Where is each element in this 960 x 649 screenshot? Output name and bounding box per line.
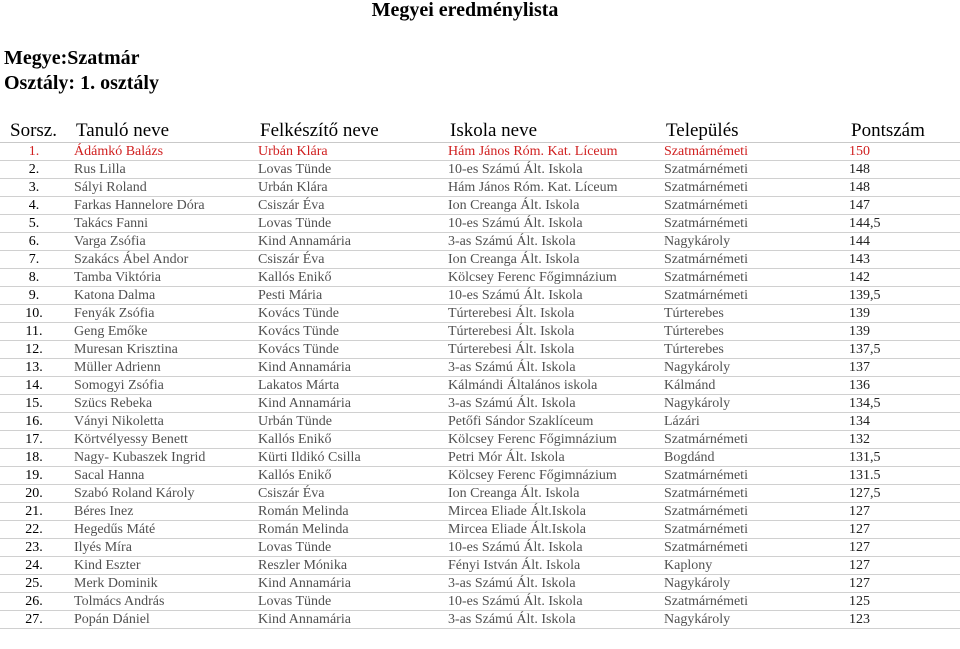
- table-row: [0, 269, 960, 287]
- cell-school-name: Mircea Eliade Ált.Iskola: [442, 503, 658, 521]
- cell-student-name: Geng Emőke: [68, 323, 252, 341]
- table-row: [0, 557, 960, 575]
- table-row: [0, 359, 960, 377]
- cell-teacher-name: Csiszár Éva: [252, 485, 442, 503]
- cell-teacher-name: Lakatos Márta: [252, 377, 442, 395]
- cell-teacher-name: Kovács Tünde: [252, 341, 442, 359]
- cell-points: 127,5: [843, 485, 960, 503]
- header-row: [0, 119, 960, 143]
- cell-student-name: Ványi Nikoletta: [68, 413, 252, 431]
- cell-town: Szatmárnémeti: [658, 431, 843, 449]
- cell-student-name: Nagy- Kubaszek Ingrid: [68, 449, 252, 467]
- table-row: [0, 521, 960, 539]
- cell-rank: 4.: [0, 197, 68, 215]
- cell-town: Szatmárnémeti: [658, 161, 843, 179]
- table-row: [0, 215, 960, 233]
- cell-teacher-name: Urbán Klára: [252, 143, 442, 161]
- cell-school-name: 3-as Számú Ált. Iskola: [442, 395, 658, 413]
- cell-town: Szatmárnémeti: [658, 197, 843, 215]
- cell-town: Lázári: [658, 413, 843, 431]
- cell-teacher-name: Urbán Klára: [252, 179, 442, 197]
- cell-teacher-name: Urbán Tünde: [252, 413, 442, 431]
- cell-school-name: Kölcsey Ferenc Főgimnázium: [442, 467, 658, 485]
- cell-teacher-name: Román Melinda: [252, 521, 442, 539]
- table-row: [0, 575, 960, 593]
- table-row: [0, 179, 960, 197]
- cell-teacher-name: Kallós Enikő: [252, 269, 442, 287]
- cell-student-name: Szücs Rebeka: [68, 395, 252, 413]
- county-label: Megye:Szatmár: [4, 47, 140, 69]
- cell-student-name: Hegedűs Máté: [68, 521, 252, 539]
- header-school: Iskola neve: [442, 119, 658, 143]
- table-row: [0, 593, 960, 611]
- cell-student-name: Kind Eszter: [68, 557, 252, 575]
- cell-rank: 25.: [0, 575, 68, 593]
- cell-student-name: Muresan Krisztina: [68, 341, 252, 359]
- class-label: Osztály: 1. osztály: [4, 72, 159, 94]
- cell-school-name: Túrterebesi Ált. Iskola: [442, 323, 658, 341]
- cell-town: Nagykároly: [658, 611, 843, 629]
- cell-rank: 12.: [0, 341, 68, 359]
- cell-rank: 20.: [0, 485, 68, 503]
- cell-school-name: Hám János Róm. Kat. Líceum: [442, 179, 658, 197]
- cell-town: Túrterebes: [658, 341, 843, 359]
- cell-town: Nagykároly: [658, 359, 843, 377]
- cell-teacher-name: Csiszár Éva: [252, 251, 442, 269]
- cell-school-name: Mircea Eliade Ált.Iskola: [442, 521, 658, 539]
- cell-town: Szatmárnémeti: [658, 251, 843, 269]
- cell-school-name: Ion Creanga Ált. Iskola: [442, 251, 658, 269]
- cell-rank: 17.: [0, 431, 68, 449]
- cell-school-name: 3-as Számú Ált. Iskola: [442, 233, 658, 251]
- cell-points: 144,5: [843, 215, 960, 233]
- table-row: [0, 449, 960, 467]
- cell-rank: 11.: [0, 323, 68, 341]
- cell-teacher-name: Lovas Tünde: [252, 161, 442, 179]
- cell-town: Kaplony: [658, 557, 843, 575]
- cell-town: Túrterebes: [658, 323, 843, 341]
- header-student: Tanuló neve: [68, 119, 252, 143]
- cell-rank: 22.: [0, 521, 68, 539]
- cell-points: 123: [843, 611, 960, 629]
- cell-teacher-name: Kind Annamária: [252, 395, 442, 413]
- cell-town: Szatmárnémeti: [658, 143, 843, 161]
- cell-teacher-name: Reszler Mónika: [252, 557, 442, 575]
- cell-school-name: Fényi István Ált. Iskola: [442, 557, 658, 575]
- cell-school-name: Kölcsey Ferenc Főgimnázium: [442, 431, 658, 449]
- cell-school-name: Hám János Róm. Kat. Líceum: [442, 143, 658, 161]
- cell-rank: 13.: [0, 359, 68, 377]
- table-row: [0, 485, 960, 503]
- cell-school-name: 3-as Számú Ált. Iskola: [442, 575, 658, 593]
- table-row: [0, 341, 960, 359]
- results-table: [0, 119, 960, 629]
- cell-teacher-name: Kürti Ildikó Csilla: [252, 449, 442, 467]
- cell-rank: 16.: [0, 413, 68, 431]
- cell-school-name: Kálmándi Általános iskola: [442, 377, 658, 395]
- cell-town: Túrterebes: [658, 305, 843, 323]
- cell-school-name: 3-as Számú Ált. Iskola: [442, 359, 658, 377]
- cell-points: 148: [843, 161, 960, 179]
- cell-points: 137,5: [843, 341, 960, 359]
- cell-points: 134: [843, 413, 960, 431]
- cell-town: Bogdánd: [658, 449, 843, 467]
- cell-teacher-name: Csiszár Éva: [252, 197, 442, 215]
- cell-points: 142: [843, 269, 960, 287]
- cell-student-name: Varga Zsófia: [68, 233, 252, 251]
- header-points: Pontszám: [843, 119, 960, 143]
- table-row: [0, 377, 960, 395]
- cell-town: Szatmárnémeti: [658, 485, 843, 503]
- cell-school-name: 10-es Számú Ált. Iskola: [442, 287, 658, 305]
- cell-rank: 8.: [0, 269, 68, 287]
- results-body: [0, 143, 960, 629]
- cell-points: 143: [843, 251, 960, 269]
- cell-points: 127: [843, 539, 960, 557]
- cell-student-name: Merk Dominik: [68, 575, 252, 593]
- cell-rank: 18.: [0, 449, 68, 467]
- table-row: [0, 413, 960, 431]
- cell-teacher-name: Kovács Tünde: [252, 323, 442, 341]
- cell-rank: 5.: [0, 215, 68, 233]
- cell-rank: 10.: [0, 305, 68, 323]
- cell-points: 147: [843, 197, 960, 215]
- cell-teacher-name: Kind Annamária: [252, 575, 442, 593]
- cell-teacher-name: Kind Annamária: [252, 359, 442, 377]
- cell-town: Szatmárnémeti: [658, 179, 843, 197]
- cell-student-name: Rus Lilla: [68, 161, 252, 179]
- cell-teacher-name: Lovas Tünde: [252, 539, 442, 557]
- cell-school-name: Túrterebesi Ált. Iskola: [442, 341, 658, 359]
- cell-teacher-name: Kind Annamária: [252, 611, 442, 629]
- cell-teacher-name: Lovas Tünde: [252, 215, 442, 233]
- cell-points: 136: [843, 377, 960, 395]
- cell-town: Kálmánd: [658, 377, 843, 395]
- cell-town: Szatmárnémeti: [658, 215, 843, 233]
- cell-rank: 23.: [0, 539, 68, 557]
- cell-town: Szatmárnémeti: [658, 521, 843, 539]
- table-row: [0, 611, 960, 629]
- cell-school-name: Kölcsey Ferenc Főgimnázium: [442, 269, 658, 287]
- table-row: [0, 161, 960, 179]
- cell-points: 139: [843, 305, 960, 323]
- cell-student-name: Popán Dániel: [68, 611, 252, 629]
- cell-town: Szatmárnémeti: [658, 467, 843, 485]
- cell-points: 127: [843, 575, 960, 593]
- table-row: [0, 503, 960, 521]
- cell-town: Szatmárnémeti: [658, 539, 843, 557]
- cell-student-name: Ilyés Míra: [68, 539, 252, 557]
- cell-rank: 6.: [0, 233, 68, 251]
- cell-student-name: Takács Fanni: [68, 215, 252, 233]
- cell-teacher-name: Kind Annamária: [252, 233, 442, 251]
- cell-rank: 19.: [0, 467, 68, 485]
- cell-teacher-name: Lovas Tünde: [252, 593, 442, 611]
- table-row: [0, 467, 960, 485]
- cell-school-name: Petri Mór Ált. Iskola: [442, 449, 658, 467]
- cell-teacher-name: Kovács Tünde: [252, 305, 442, 323]
- cell-points: 131.5: [843, 467, 960, 485]
- cell-teacher-name: Román Melinda: [252, 503, 442, 521]
- cell-town: Szatmárnémeti: [658, 269, 843, 287]
- cell-student-name: Fenyák Zsófia: [68, 305, 252, 323]
- cell-student-name: Sacal Hanna: [68, 467, 252, 485]
- cell-school-name: 10-es Számú Ált. Iskola: [442, 539, 658, 557]
- cell-rank: 15.: [0, 395, 68, 413]
- cell-points: 134,5: [843, 395, 960, 413]
- cell-student-name: Ádámkó Balázs: [68, 143, 252, 161]
- cell-town: Szatmárnémeti: [658, 593, 843, 611]
- cell-rank: 2.: [0, 161, 68, 179]
- cell-points: 137: [843, 359, 960, 377]
- cell-student-name: Farkas Hannelore Dóra: [68, 197, 252, 215]
- cell-student-name: Körtvélyessy Benett: [68, 431, 252, 449]
- cell-points: 139: [843, 323, 960, 341]
- cell-points: 132: [843, 431, 960, 449]
- cell-points: 127: [843, 557, 960, 575]
- cell-points: 131,5: [843, 449, 960, 467]
- header-town: Település: [658, 119, 843, 143]
- cell-rank: 26.: [0, 593, 68, 611]
- cell-rank: 3.: [0, 179, 68, 197]
- cell-teacher-name: Pesti Mária: [252, 287, 442, 305]
- cell-student-name: Katona Dalma: [68, 287, 252, 305]
- cell-rank: 1.: [0, 143, 68, 161]
- cell-student-name: Béres Inez: [68, 503, 252, 521]
- cell-points: 148: [843, 179, 960, 197]
- table-row: [0, 431, 960, 449]
- cell-student-name: Müller Adrienn: [68, 359, 252, 377]
- table-row: [0, 197, 960, 215]
- table-row: [0, 143, 960, 161]
- cell-town: Nagykároly: [658, 575, 843, 593]
- cell-points: 139,5: [843, 287, 960, 305]
- cell-school-name: Ion Creanga Ált. Iskola: [442, 197, 658, 215]
- cell-rank: 27.: [0, 611, 68, 629]
- table-row: [0, 323, 960, 341]
- table-row: [0, 539, 960, 557]
- cell-teacher-name: Kallós Enikő: [252, 467, 442, 485]
- cell-school-name: 3-as Számú Ált. Iskola: [442, 611, 658, 629]
- cell-student-name: Tolmács András: [68, 593, 252, 611]
- cell-student-name: Tamba Viktória: [68, 269, 252, 287]
- table-row: [0, 287, 960, 305]
- cell-rank: 9.: [0, 287, 68, 305]
- cell-school-name: 10-es Számú Ált. Iskola: [442, 215, 658, 233]
- cell-teacher-name: Kallós Enikő: [252, 431, 442, 449]
- cell-town: Szatmárnémeti: [658, 287, 843, 305]
- cell-school-name: Ion Creanga Ált. Iskola: [442, 485, 658, 503]
- cell-rank: 24.: [0, 557, 68, 575]
- cell-points: 127: [843, 521, 960, 539]
- header-teacher: Felkészítő neve: [252, 119, 442, 143]
- cell-points: 125: [843, 593, 960, 611]
- cell-student-name: Sályi Roland: [68, 179, 252, 197]
- cell-town: Nagykároly: [658, 233, 843, 251]
- cell-school-name: Túrterebesi Ált. Iskola: [442, 305, 658, 323]
- cell-points: 150: [843, 143, 960, 161]
- cell-school-name: Petőfi Sándor Szaklíceum: [442, 413, 658, 431]
- cell-rank: 21.: [0, 503, 68, 521]
- cell-town: Szatmárnémeti: [658, 503, 843, 521]
- header-rank: Sorsz.: [0, 119, 68, 143]
- table-row: [0, 395, 960, 413]
- cell-student-name: Somogyi Zsófia: [68, 377, 252, 395]
- table-row: [0, 251, 960, 269]
- cell-points: 127: [843, 503, 960, 521]
- cell-rank: 7.: [0, 251, 68, 269]
- cell-school-name: 10-es Számú Ált. Iskola: [442, 161, 658, 179]
- cell-rank: 14.: [0, 377, 68, 395]
- cell-town: Nagykároly: [658, 395, 843, 413]
- page-title: Megyei eredménylista: [371, 0, 559, 21]
- cell-student-name: Szakács Ábel Andor: [68, 251, 252, 269]
- cell-points: 144: [843, 233, 960, 251]
- cell-student-name: Szabó Roland Károly: [68, 485, 252, 503]
- table-row: [0, 233, 960, 251]
- table-row: [0, 305, 960, 323]
- cell-school-name: 10-es Számú Ált. Iskola: [442, 593, 658, 611]
